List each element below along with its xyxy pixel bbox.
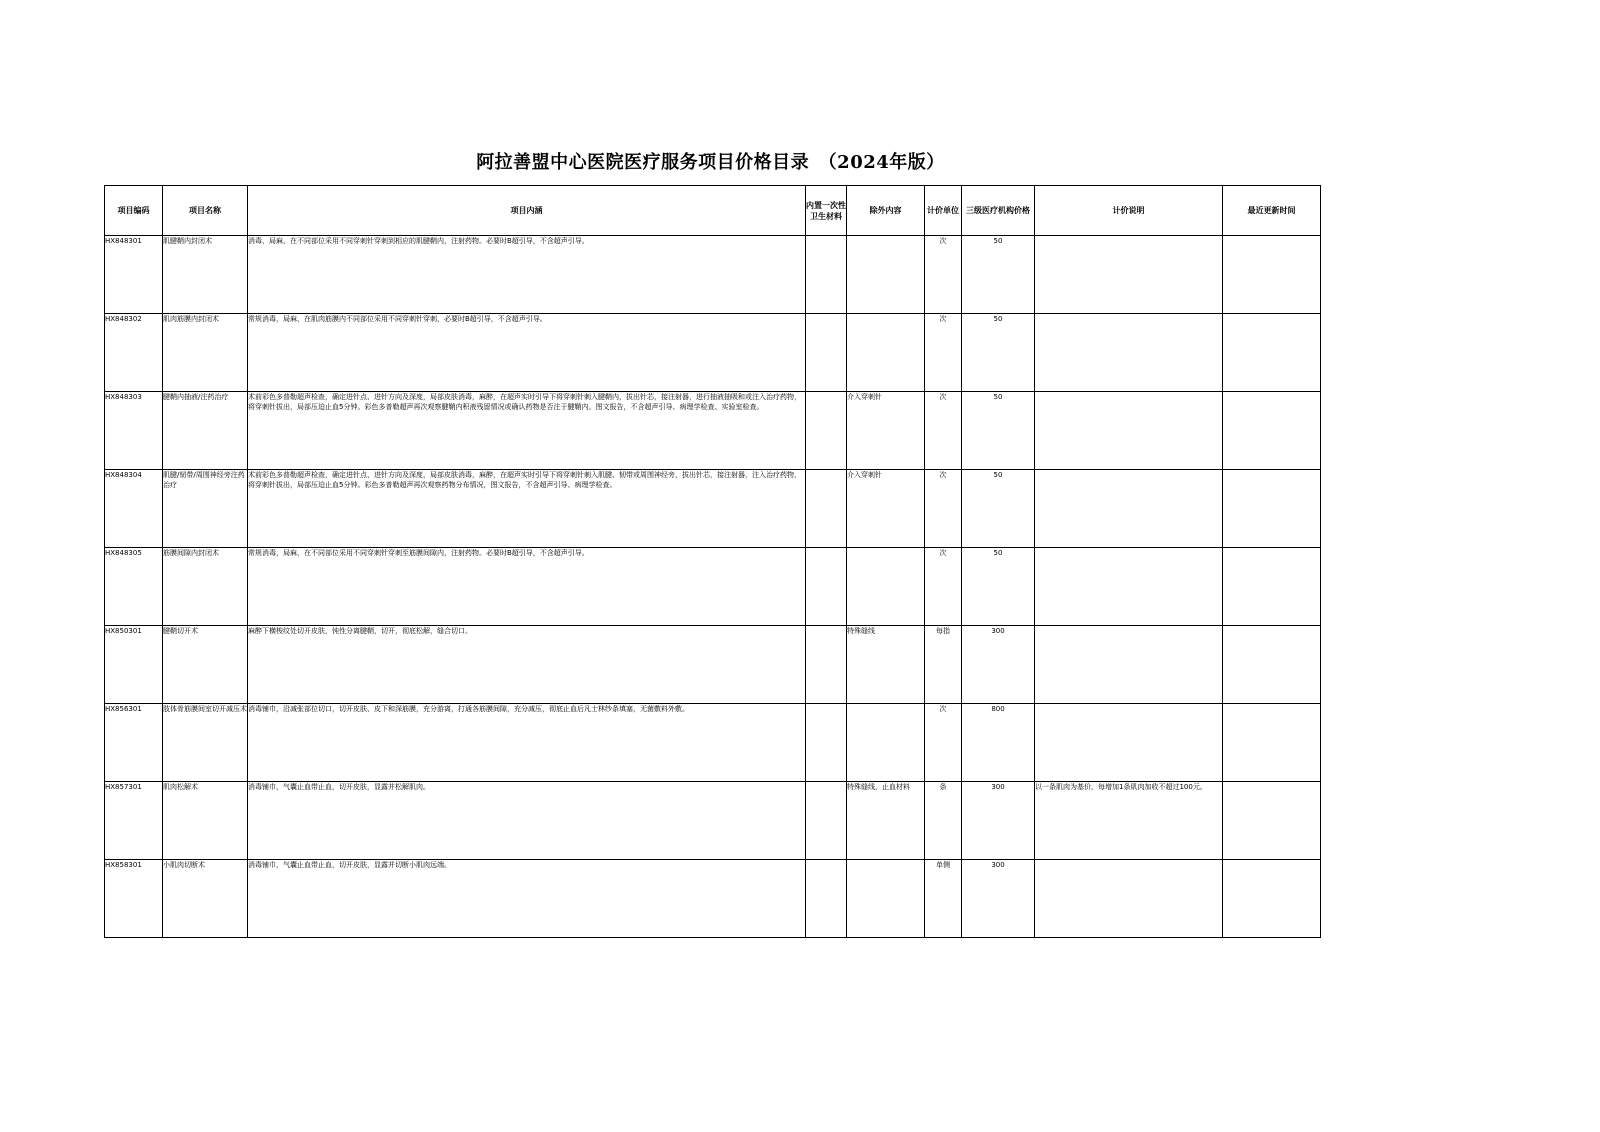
price-catalog-table: [104, 185, 1321, 938]
cell-note: [1035, 392, 1223, 470]
header-unit: 计价单位: [925, 186, 962, 236]
cell-exclusion: [847, 548, 925, 626]
cell-unit: 每指: [925, 626, 962, 704]
cell-content: 消毒，局麻，在不同部位采用不同穿刺针穿刺到相应的肌腱鞘内，注射药物。必要时B超引导，不含超声引导。: [248, 236, 806, 314]
cell-updated: [1223, 392, 1321, 470]
cell-code: HX856301: [105, 704, 163, 782]
cell-content: 消毒铺巾，沿减张部位切口，切开皮肤、皮下和深筋膜，充分游离，打通各筋膜间隙，充分减压，彻底止血后凡士林纱条填塞，无菌敷料外敷。: [248, 704, 806, 782]
cell-updated: [1223, 548, 1321, 626]
cell-note: [1035, 236, 1223, 314]
cell-price: 50: [962, 548, 1035, 626]
cell-name: 小肌肉切断术: [163, 860, 248, 938]
cell-note: [1035, 470, 1223, 548]
cell-price: 50: [962, 392, 1035, 470]
cell-material: [806, 236, 847, 314]
cell-content: 术前彩色多普勒超声检查，确定进针点、进针方向及深度，局部皮肤消毒，麻醉，在超声实时引导下将穿刺针刺入肌腱、韧带或周围神经旁，拔出针芯，接注射器，注入治疗药物，将穿刺针拔出，局部压迫止血5分钟。彩色多普勒超声再次观察药物分布情况，图文报告，不含超声引导、病理学检查。: [248, 470, 806, 548]
cell-note: [1035, 626, 1223, 704]
cell-code: HX857301: [105, 782, 163, 860]
cell-updated: [1223, 704, 1321, 782]
cell-exclusion: [847, 314, 925, 392]
cell-content: 消毒铺巾，气囊止血带止血，切开皮肤，显露并切断小肌肉远端。: [248, 860, 806, 938]
cell-name: 肌腱鞘内封闭术: [163, 236, 248, 314]
table-row: [105, 782, 1321, 860]
cell-note: [1035, 704, 1223, 782]
cell-exclusion: 特殊缝线: [847, 626, 925, 704]
cell-price: 300: [962, 626, 1035, 704]
cell-material: [806, 392, 847, 470]
cell-content: 术前彩色多普勒超声检查，确定进针点、进针方向及深度，局部皮肤消毒，麻醉，在超声实时引导下将穿刺针刺入腱鞘内，拔出针芯，接注射器，进行抽液抽吸和或注入治疗药物，将穿刺针拔出，局部压迫止血5分钟。彩色多普勒超声再次观察腱鞘内积液残留情况或确认药物是否注于腱鞘内。图文报告，不含超声引导、病理学检查、实验室检查。: [248, 392, 806, 470]
header-price: 三级医疗机构价格: [962, 186, 1035, 236]
cell-name: 筋膜间隙内封闭术: [163, 548, 248, 626]
cell-exclusion: [847, 860, 925, 938]
cell-note: [1035, 314, 1223, 392]
cell-note: [1035, 548, 1223, 626]
document-title: 阿拉善盟中心医院医疗服务项目价格目录 （2024年版）: [476, 152, 945, 173]
cell-updated: [1223, 470, 1321, 548]
header-exclusion: 除外内容: [847, 186, 925, 236]
cell-material: [806, 314, 847, 392]
table-row: [105, 548, 1321, 626]
table-row: [105, 236, 1321, 314]
cell-price: 300: [962, 860, 1035, 938]
header-material: 内置一次性卫生材料: [806, 186, 847, 236]
cell-unit: 次: [925, 470, 962, 548]
cell-code: HX848304: [105, 470, 163, 548]
cell-price: 800: [962, 704, 1035, 782]
cell-price: 50: [962, 236, 1035, 314]
header-code: 项目编码: [105, 186, 163, 236]
table-row: [105, 626, 1321, 704]
table-row: [105, 470, 1321, 548]
cell-material: [806, 548, 847, 626]
cell-unit: 条: [925, 782, 962, 860]
cell-code: HX850301: [105, 626, 163, 704]
table-row: [105, 860, 1321, 938]
cell-code: HX848303: [105, 392, 163, 470]
cell-updated: [1223, 314, 1321, 392]
header-updated: 最近更新时间: [1223, 186, 1321, 236]
cell-unit: 次: [925, 548, 962, 626]
cell-exclusion: 特殊缝线，止血材料: [847, 782, 925, 860]
cell-code: HX848302: [105, 314, 163, 392]
cell-updated: [1223, 860, 1321, 938]
table-row: [105, 704, 1321, 782]
cell-content: 麻醉下横梭纹处切开皮肤，钝性分离腱鞘，切开，彻底松解，缝合切口。: [248, 626, 806, 704]
cell-unit: 次: [925, 314, 962, 392]
cell-price: 300: [962, 782, 1035, 860]
cell-material: [806, 860, 847, 938]
cell-price: 50: [962, 314, 1035, 392]
cell-content: 常规消毒，局麻，在不同部位采用不同穿刺针穿刺至筋膜间隙内，注射药物。必要时B超引导，不含超声引导。: [248, 548, 806, 626]
cell-unit: 次: [925, 704, 962, 782]
cell-content: 常规消毒，局麻，在肌肉筋膜内不同部位采用不同穿刺针穿刺，必要时B超引导，不含超声引导。: [248, 314, 806, 392]
cell-material: [806, 470, 847, 548]
header-content: 项目内涵: [248, 186, 806, 236]
cell-name: 肌腱/韧带/周围神经旁注药治疗: [163, 470, 248, 548]
cell-name: 肌肉筋膜内封闭术: [163, 314, 248, 392]
cell-updated: [1223, 782, 1321, 860]
cell-code: HX848305: [105, 548, 163, 626]
cell-unit: 单侧: [925, 860, 962, 938]
table-header-row: [105, 186, 1321, 236]
cell-material: [806, 704, 847, 782]
cell-unit: 次: [925, 236, 962, 314]
header-note: 计价说明: [1035, 186, 1223, 236]
cell-updated: [1223, 626, 1321, 704]
cell-price: 50: [962, 470, 1035, 548]
cell-material: [806, 782, 847, 860]
header-name: 项目名称: [163, 186, 248, 236]
cell-code: HX848301: [105, 236, 163, 314]
cell-name: 肢体骨筋膜间室切开减压术: [163, 704, 248, 782]
cell-code: HX858301: [105, 860, 163, 938]
cell-name: 肌肉松解术: [163, 782, 248, 860]
cell-exclusion: 介入穿刺针: [847, 470, 925, 548]
cell-exclusion: 介入穿刺针: [847, 392, 925, 470]
cell-exclusion: [847, 236, 925, 314]
cell-name: 腱鞘切开术: [163, 626, 248, 704]
cell-material: [806, 626, 847, 704]
cell-unit: 次: [925, 392, 962, 470]
cell-updated: [1223, 236, 1321, 314]
table-row: [105, 314, 1321, 392]
cell-content: 消毒铺巾，气囊止血带止血，切开皮肤，显露并松解肌肉。: [248, 782, 806, 860]
table-row: [105, 392, 1321, 470]
cell-exclusion: [847, 704, 925, 782]
cell-name: 腱鞘内抽液/注药治疗: [163, 392, 248, 470]
cell-note: 以一条肌肉为基价，每增加1条肌肉加收不超过100元。: [1035, 782, 1223, 860]
cell-note: [1035, 860, 1223, 938]
